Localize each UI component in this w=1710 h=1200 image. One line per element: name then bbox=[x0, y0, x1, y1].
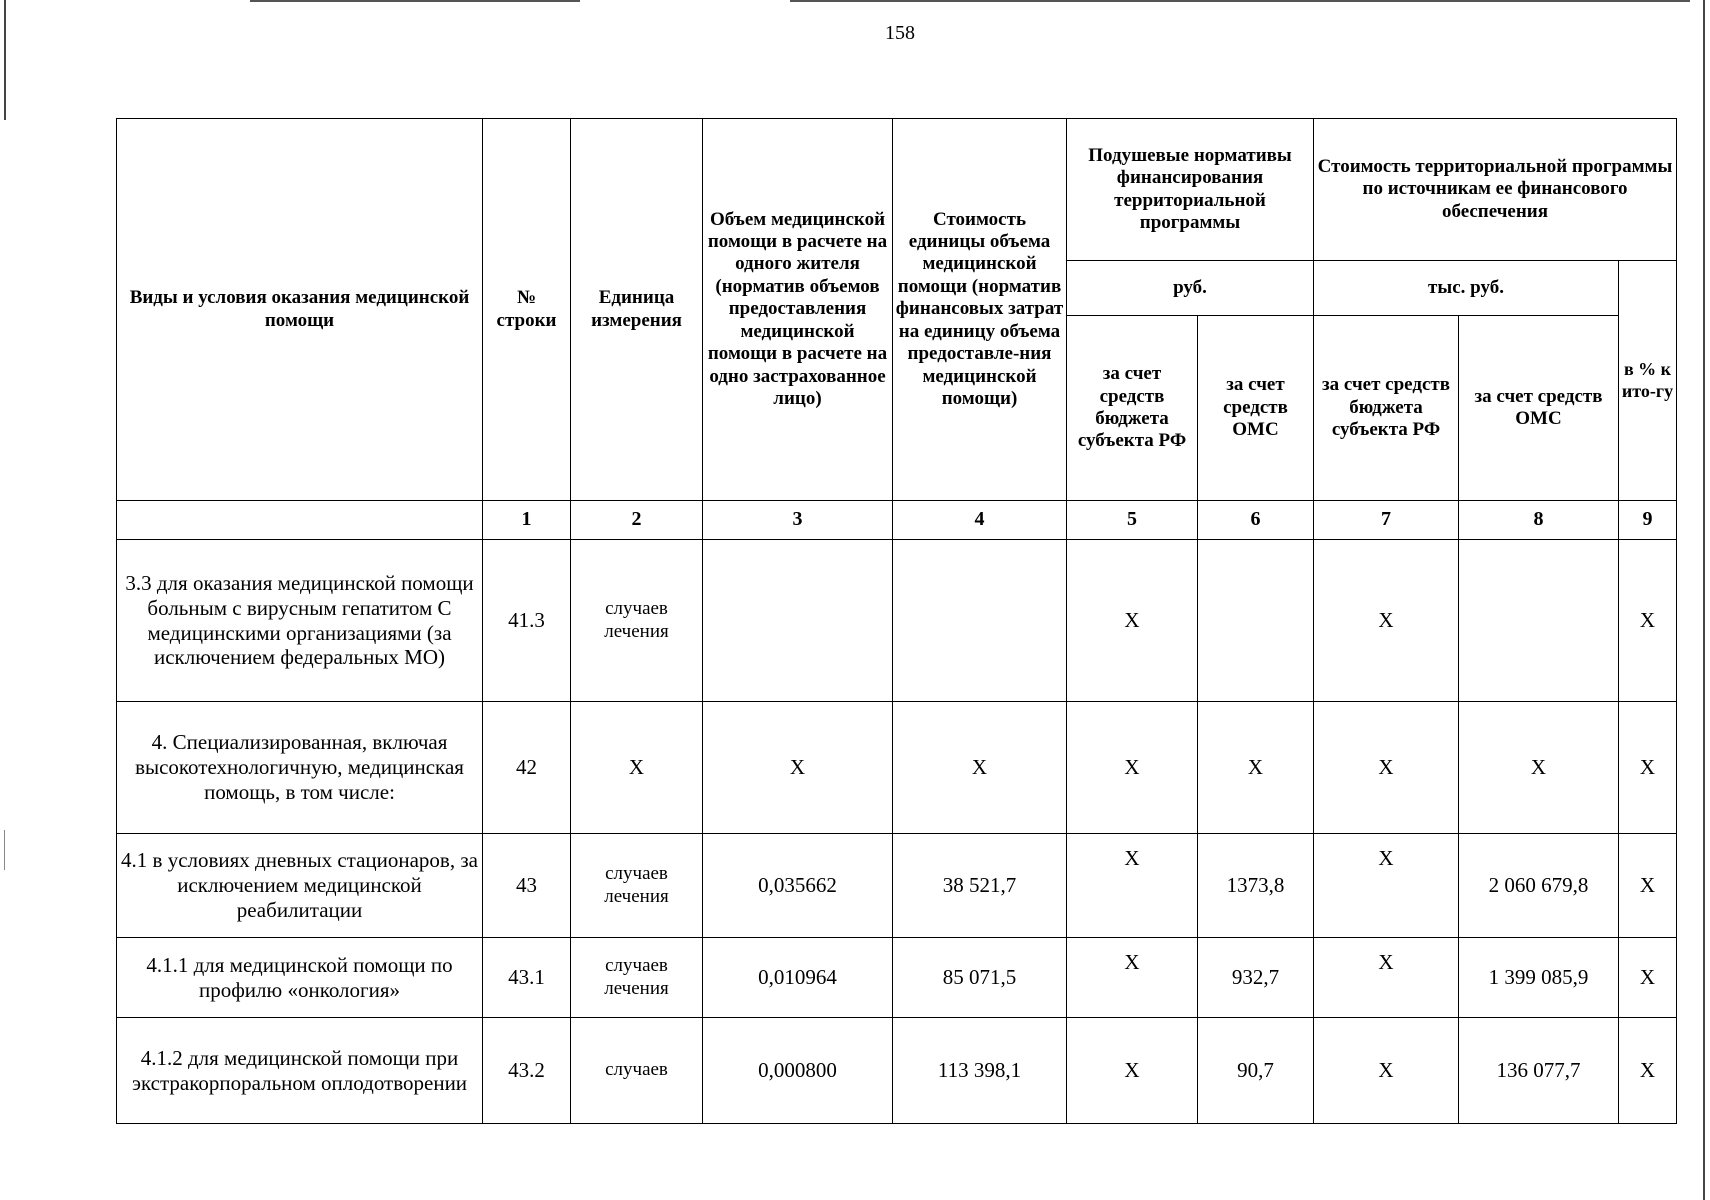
financing-table bbox=[116, 118, 1677, 1124]
header-per-capita: Подушевые нормативы финансирования территориальной программы bbox=[1067, 119, 1314, 261]
row-program-budget: X bbox=[1314, 938, 1459, 1018]
page-number: 158 bbox=[885, 22, 915, 44]
header-row-1 bbox=[117, 119, 1677, 261]
row-cost: 85 071,5 bbox=[893, 938, 1067, 1018]
table-row bbox=[117, 834, 1677, 938]
row-number: 42 bbox=[483, 702, 571, 834]
scan-edge-left-lower bbox=[4, 830, 5, 870]
row-program-budget: X bbox=[1314, 702, 1459, 834]
header-kinds: Виды и условия оказания медицинской помощи bbox=[117, 119, 483, 501]
table-row bbox=[117, 702, 1677, 834]
row-volume: X bbox=[703, 702, 893, 834]
row-per-capita-budget: X bbox=[1067, 540, 1198, 702]
scan-edge-top-right bbox=[790, 0, 1690, 2]
row-per-capita-budget: X bbox=[1067, 702, 1198, 834]
row-name: 4.1.1 для медицинской помощи по профилю «онкология» bbox=[117, 938, 483, 1018]
scan-edge-top-left bbox=[250, 0, 580, 2]
column-number: 1 bbox=[483, 501, 571, 540]
column-number-row bbox=[117, 501, 1677, 540]
scan-edge-right bbox=[1703, 0, 1705, 1200]
row-cost bbox=[893, 540, 1067, 702]
row-unit: X bbox=[571, 702, 703, 834]
column-number: 5 bbox=[1067, 501, 1198, 540]
row-volume: 0,000800 bbox=[703, 1018, 893, 1124]
row-name: 4. Специализированная, включая высокотехнологичную, медицинская помощь, в том числе: bbox=[117, 702, 483, 834]
row-program-budget: X bbox=[1314, 1018, 1459, 1124]
row-percent: X bbox=[1619, 540, 1677, 702]
header-rub: руб. bbox=[1067, 261, 1314, 316]
row-cost: 38 521,7 bbox=[893, 834, 1067, 938]
header-per-capita-budget: за счет средств бюджета субъекта РФ bbox=[1067, 316, 1198, 501]
row-number: 43 bbox=[483, 834, 571, 938]
row-program-oms: X bbox=[1459, 702, 1619, 834]
column-number: 9 bbox=[1619, 501, 1677, 540]
row-number: 43.1 bbox=[483, 938, 571, 1018]
row-per-capita-budget: X bbox=[1067, 1018, 1198, 1124]
row-per-capita-oms: X bbox=[1198, 702, 1314, 834]
row-number: 41.3 bbox=[483, 540, 571, 702]
column-number: 8 bbox=[1459, 501, 1619, 540]
header-percent: в % к ито-гу bbox=[1619, 261, 1677, 501]
row-program-oms: 1 399 085,9 bbox=[1459, 938, 1619, 1018]
row-percent: X bbox=[1619, 938, 1677, 1018]
header-unit-cost: Стоимость единицы объема медицинской помощи (норматив финансовых затрат на единицу объема предоставле-ния медицинской помощи) bbox=[893, 119, 1067, 501]
row-percent: X bbox=[1619, 1018, 1677, 1124]
row-program-budget: X bbox=[1314, 834, 1459, 938]
header-thous-rub: тыс. руб. bbox=[1314, 261, 1619, 316]
header-volume: Объем медицинской помощи в расчете на одного жителя (норматив объемов предоставления медицинской помощи в расчете на одно застрахованное лицо) bbox=[703, 119, 893, 501]
row-program-oms bbox=[1459, 540, 1619, 702]
row-percent: X bbox=[1619, 834, 1677, 938]
header-unit: Единица измерения bbox=[571, 119, 703, 501]
row-per-capita-oms: 1373,8 bbox=[1198, 834, 1314, 938]
row-volume bbox=[703, 540, 893, 702]
row-cost: X bbox=[893, 702, 1067, 834]
row-unit: случаев лечения bbox=[571, 540, 703, 702]
column-number-empty bbox=[117, 501, 483, 540]
row-name: 4.1 в условиях дневных стационаров, за исключением медицинской реабилитации bbox=[117, 834, 483, 938]
header-per-capita-oms: за счет средств ОМС bbox=[1198, 316, 1314, 501]
row-per-capita-oms bbox=[1198, 540, 1314, 702]
row-unit: случаев bbox=[571, 1018, 703, 1124]
row-name: 4.1.2 для медицинской помощи при экстракорпоральном оплодотворении bbox=[117, 1018, 483, 1124]
header-program-oms: за счет средств ОМС bbox=[1459, 316, 1619, 501]
header-program-budget: за счет средств бюджета субъекта РФ bbox=[1314, 316, 1459, 501]
table-row bbox=[117, 540, 1677, 702]
row-unit: случаев лечения bbox=[571, 938, 703, 1018]
row-program-oms: 2 060 679,8 bbox=[1459, 834, 1619, 938]
scan-edge-left bbox=[4, 0, 6, 120]
row-per-capita-budget: X bbox=[1067, 938, 1198, 1018]
column-number: 6 bbox=[1198, 501, 1314, 540]
row-name: 3.3 для оказания медицинской помощи больным с вирусным гепатитом С медицинскими организациями (за исключением федеральных МО) bbox=[117, 540, 483, 702]
row-per-capita-oms: 932,7 bbox=[1198, 938, 1314, 1018]
header-row-number: № строки bbox=[483, 119, 571, 501]
header-program-cost: Стоимость территориальной программы по источникам ее финансового обеспечения bbox=[1314, 119, 1677, 261]
row-unit: случаев лечения bbox=[571, 834, 703, 938]
row-volume: 0,010964 bbox=[703, 938, 893, 1018]
row-number: 43.2 bbox=[483, 1018, 571, 1124]
row-program-oms: 136 077,7 bbox=[1459, 1018, 1619, 1124]
column-number: 3 bbox=[703, 501, 893, 540]
row-cost: 113 398,1 bbox=[893, 1018, 1067, 1124]
row-program-budget: X bbox=[1314, 540, 1459, 702]
row-volume: 0,035662 bbox=[703, 834, 893, 938]
column-number: 4 bbox=[893, 501, 1067, 540]
row-per-capita-oms: 90,7 bbox=[1198, 1018, 1314, 1124]
table-row bbox=[117, 938, 1677, 1018]
table-row bbox=[117, 1018, 1677, 1124]
row-percent: X bbox=[1619, 702, 1677, 834]
column-number: 2 bbox=[571, 501, 703, 540]
row-per-capita-budget: X bbox=[1067, 834, 1198, 938]
column-number: 7 bbox=[1314, 501, 1459, 540]
